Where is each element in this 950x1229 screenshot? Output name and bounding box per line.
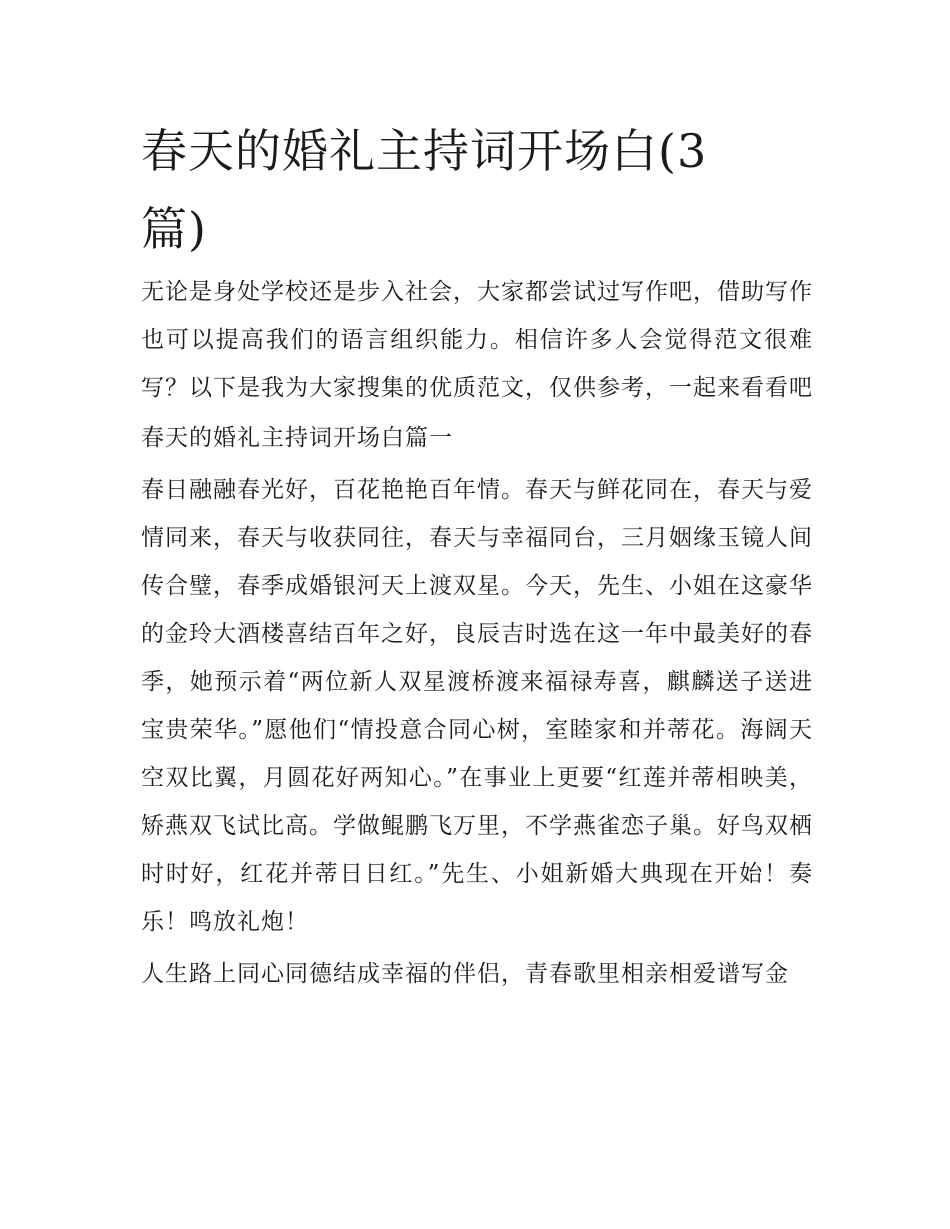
document-content (141, 112, 813, 1002)
intro-paragraph: 无论是身处学校还是步入社会，大家都尝试过写作吧，借助写作也可以提高我们的语言组织能力。相信许多人会觉得范文很难写？以下是我为大家搜集的优质范文，仅供参考，一起来看看吧 (141, 279, 813, 401)
section-heading: 春天的婚礼主持词开场白篇一 (141, 425, 453, 451)
document-title: 春天的婚礼主持词开场白(3篇) (141, 124, 708, 256)
body-paragraph: 人生路上同心同德结成幸福的伴侣，青春歌里相亲相爱谱写金 (141, 961, 789, 987)
body-paragraph: 春日融融春光好，百花艳艳百年情。春天与鲜花同在，春天与爱情同来，春天与收获同往，春天与幸福同台，三月姻缘玉镜人间传合璧，春季成婚银河天上渡双星。今天，先生、小姐在这豪华的金玲大酒楼喜结百年之好，良辰吉时选在这一年中最美好的春季，她预示着“两位新人双星渡桥渡来福禄寿喜，麒麟送子送进宝贵荣华。”愿他们“情投意合同心树，室睦家和并蒂花。海阔天空双比翼，月圆花好两知心。”在事业上更要“红莲并蒂相映美，矫燕双飞试比高。学做鲲鹏飞万里，不学燕雀恋子巢。好鸟双栖时时好，红花并蒂日日红。”先生、小姐新婚大典现在开始！奏乐！鸣放礼炮！ (141, 477, 813, 935)
